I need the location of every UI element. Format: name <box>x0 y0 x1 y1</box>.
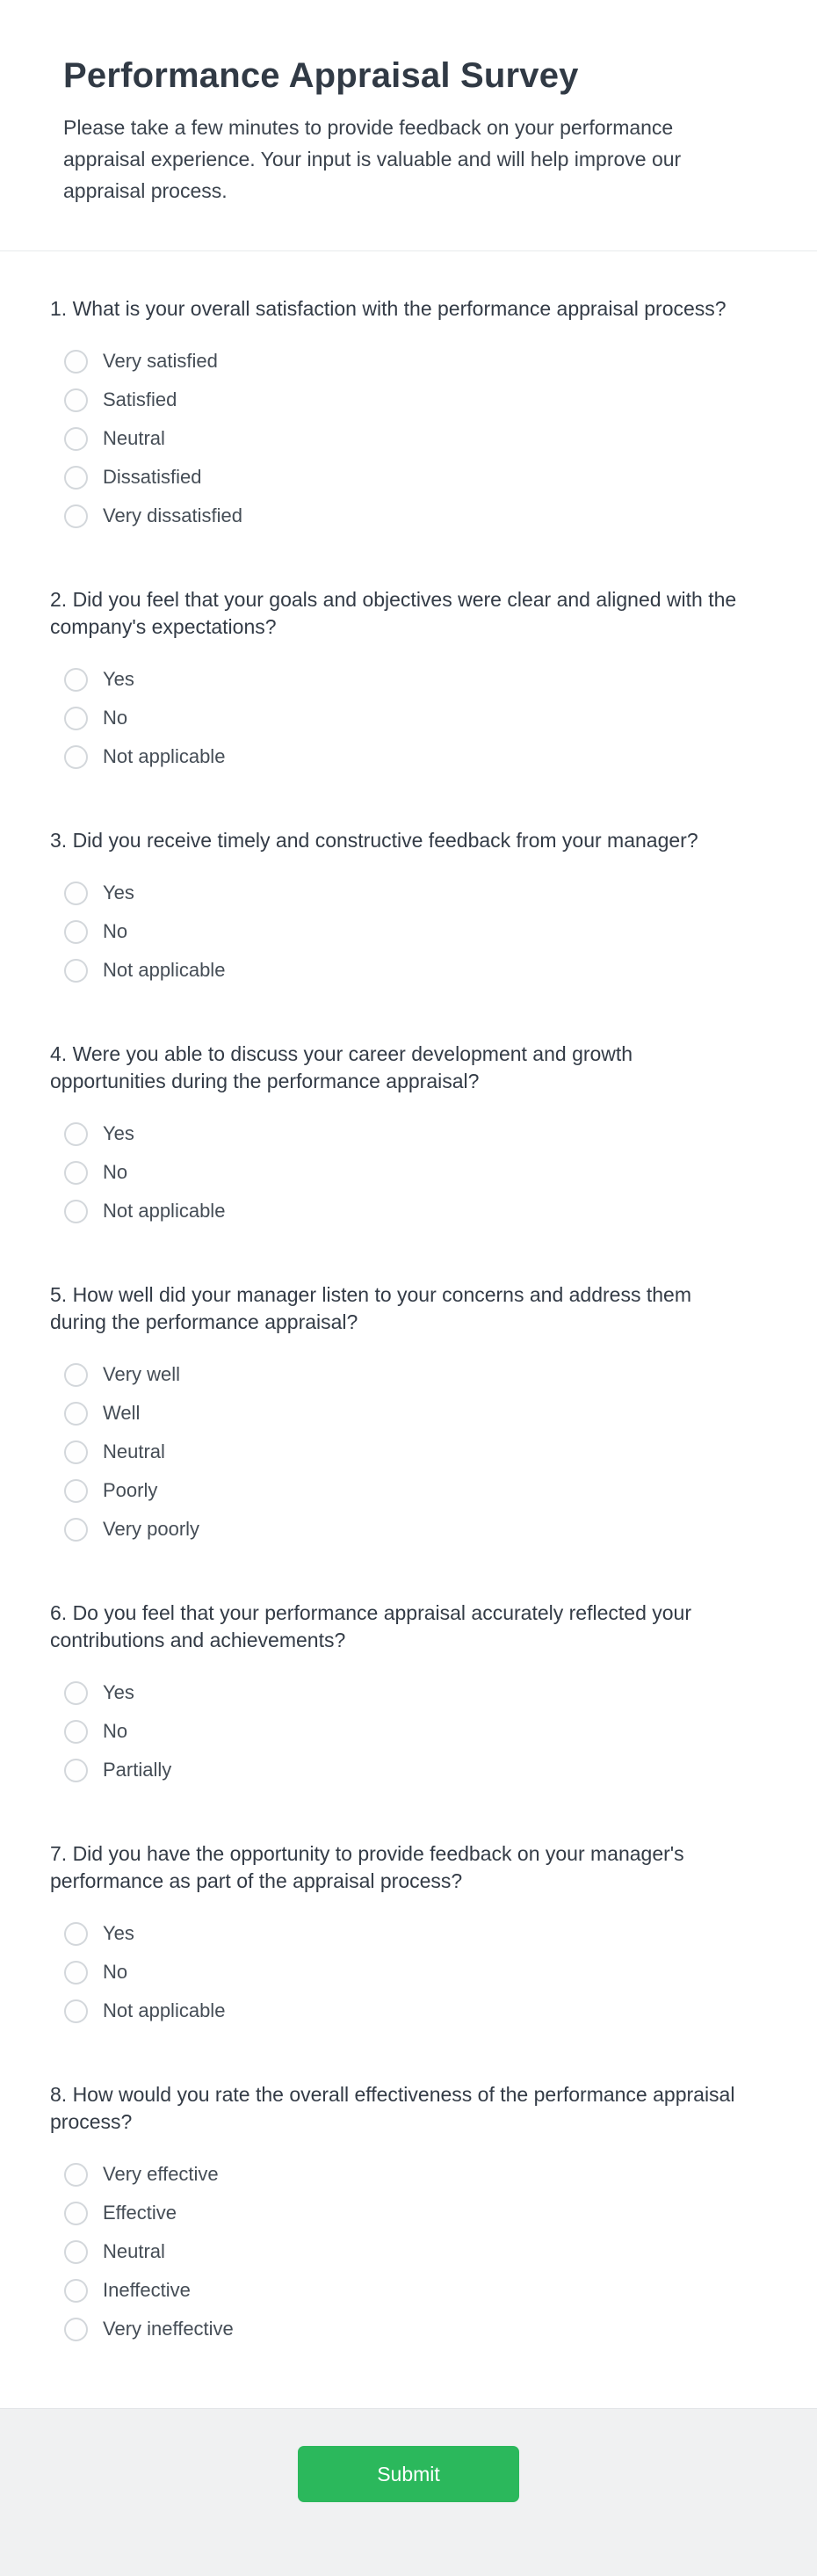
option-label: Partially <box>103 1759 172 1781</box>
radio-button-icon[interactable] <box>64 1161 88 1185</box>
option-label: No <box>103 1720 128 1742</box>
option-label: No <box>103 1961 128 1983</box>
option-row[interactable] <box>50 2155 738 2194</box>
question-block <box>50 1281 738 1549</box>
option-row[interactable] <box>50 912 738 951</box>
option-label: Yes <box>103 668 134 690</box>
option-label: Yes <box>103 1681 134 1703</box>
radio-button-icon[interactable] <box>64 504 88 528</box>
option-label: Ineffective <box>103 2279 191 2301</box>
option-label: Not applicable <box>103 1200 226 1222</box>
radio-button-icon[interactable] <box>64 1922 88 1946</box>
question-block <box>50 1840 738 2030</box>
option-label: Very satisfied <box>103 350 218 372</box>
options-group <box>50 1673 738 1789</box>
radio-button-icon[interactable] <box>64 1200 88 1223</box>
option-row[interactable] <box>50 1394 738 1433</box>
radio-button-icon[interactable] <box>64 707 88 730</box>
option-row[interactable] <box>50 1192 738 1230</box>
option-label: Effective <box>103 2202 177 2224</box>
options-group <box>50 1355 738 1549</box>
radio-button-icon[interactable] <box>64 745 88 769</box>
option-row[interactable] <box>50 1712 738 1751</box>
option-row[interactable] <box>50 2232 738 2271</box>
option-label: Very well <box>103 1363 181 1385</box>
radio-button-icon[interactable] <box>64 350 88 374</box>
option-row[interactable] <box>50 1510 738 1549</box>
question-text: 8. How would you rate the overall effectiveness of the performance appraisal process? <box>50 2083 735 2133</box>
radio-button-icon[interactable] <box>64 668 88 692</box>
radio-button-icon[interactable] <box>64 1402 88 1426</box>
radio-button-icon[interactable] <box>64 1363 88 1387</box>
questions-list <box>0 251 817 2408</box>
option-row[interactable] <box>50 1673 738 1712</box>
option-label: Not applicable <box>103 959 226 981</box>
radio-button-icon[interactable] <box>64 1961 88 1985</box>
option-label: Well <box>103 1402 141 1424</box>
option-row[interactable] <box>50 419 738 458</box>
question-text: 1. What is your overall satisfaction with the performance appraisal process? <box>50 297 727 320</box>
radio-button-icon[interactable] <box>64 1999 88 2023</box>
option-label: Very effective <box>103 2163 219 2185</box>
option-row[interactable] <box>50 1953 738 1992</box>
radio-button-icon[interactable] <box>64 1122 88 1146</box>
option-label: No <box>103 1161 128 1183</box>
option-row[interactable] <box>50 1471 738 1510</box>
option-label: Not applicable <box>103 1999 226 2021</box>
radio-button-icon[interactable] <box>64 959 88 983</box>
option-label: Yes <box>103 882 134 903</box>
option-row[interactable] <box>50 497 738 535</box>
question-text: 5. How well did your manager listen to your concerns and address them during the performance appraisal? <box>50 1283 691 1333</box>
question-text: 2. Did you feel that your goals and objectives were clear and aligned with the company's expectations? <box>50 588 737 638</box>
radio-button-icon[interactable] <box>64 2202 88 2225</box>
radio-button-icon[interactable] <box>64 1518 88 1542</box>
form-description: Please take a few minutes to provide feedback on your performance appraisal experience. Your input is valuable and will help improve our appraisal process. <box>63 116 682 202</box>
options-group <box>50 2155 738 2348</box>
option-row[interactable] <box>50 737 738 776</box>
option-label: Dissatisfied <box>103 466 202 488</box>
option-row[interactable] <box>50 342 738 381</box>
option-row[interactable] <box>50 1914 738 1953</box>
question-text: 6. Do you feel that your performance appraisal accurately reflected your contributions and achievements? <box>50 1601 691 1651</box>
option-label: Yes <box>103 1922 134 1944</box>
question-block <box>50 1041 738 1230</box>
option-label: Very ineffective <box>103 2318 234 2340</box>
question-block <box>50 1600 738 1789</box>
option-row[interactable] <box>50 660 738 699</box>
question-block <box>50 586 738 776</box>
option-label: Satisfied <box>103 388 177 410</box>
radio-button-icon[interactable] <box>64 427 88 451</box>
question-text: 3. Did you receive timely and constructive feedback from your manager? <box>50 829 698 852</box>
question-text: 4. Were you able to discuss your career development and growth opportunities during the performance appraisal? <box>50 1042 633 1092</box>
radio-button-icon[interactable] <box>64 466 88 490</box>
option-row[interactable] <box>50 458 738 497</box>
option-row[interactable] <box>50 1114 738 1153</box>
option-row[interactable] <box>50 1433 738 1471</box>
radio-button-icon[interactable] <box>64 882 88 905</box>
radio-button-icon[interactable] <box>64 1681 88 1705</box>
option-row[interactable] <box>50 1751 738 1789</box>
radio-button-icon[interactable] <box>64 2240 88 2264</box>
submit-button[interactable]: Submit <box>298 2446 519 2502</box>
radio-button-icon[interactable] <box>64 2318 88 2341</box>
option-row[interactable] <box>50 699 738 737</box>
radio-button-icon[interactable] <box>64 1720 88 1744</box>
options-group <box>50 874 738 990</box>
option-row[interactable] <box>50 874 738 912</box>
option-row[interactable] <box>50 1153 738 1192</box>
option-label: Very dissatisfied <box>103 504 242 526</box>
option-label: Neutral <box>103 1440 165 1462</box>
option-label: No <box>103 707 128 729</box>
question-text: 7. Did you have the opportunity to provide feedback on your manager's performance as part of the appraisal process? <box>50 1842 684 1892</box>
option-label: Not applicable <box>103 745 226 767</box>
option-label: Very poorly <box>103 1518 200 1540</box>
form-title: Performance Appraisal Survey <box>63 56 579 95</box>
option-row[interactable] <box>50 2271 738 2310</box>
option-label: Poorly <box>103 1479 158 1501</box>
option-label: Neutral <box>103 427 165 449</box>
radio-button-icon[interactable] <box>64 1440 88 1464</box>
option-label: No <box>103 920 128 942</box>
radio-button-icon[interactable] <box>64 2163 88 2187</box>
radio-button-icon[interactable] <box>64 2279 88 2303</box>
options-group <box>50 342 738 535</box>
options-group <box>50 1914 738 2030</box>
form-footer <box>0 2409 817 2576</box>
question-block <box>50 827 738 990</box>
options-group <box>50 1114 738 1230</box>
option-row[interactable] <box>50 1992 738 2030</box>
question-block <box>50 295 738 535</box>
options-group <box>50 660 738 776</box>
radio-button-icon[interactable] <box>64 388 88 412</box>
radio-button-icon[interactable] <box>64 1479 88 1503</box>
option-row[interactable] <box>50 2194 738 2232</box>
question-block <box>50 2081 738 2348</box>
option-row[interactable] <box>50 381 738 419</box>
option-label: Neutral <box>103 2240 165 2262</box>
radio-button-icon[interactable] <box>64 1759 88 1782</box>
option-row[interactable] <box>50 2310 738 2348</box>
option-label: Yes <box>103 1122 134 1144</box>
option-row[interactable] <box>50 1355 738 1394</box>
form-header <box>0 0 817 251</box>
radio-button-icon[interactable] <box>64 920 88 944</box>
option-row[interactable] <box>50 951 738 990</box>
